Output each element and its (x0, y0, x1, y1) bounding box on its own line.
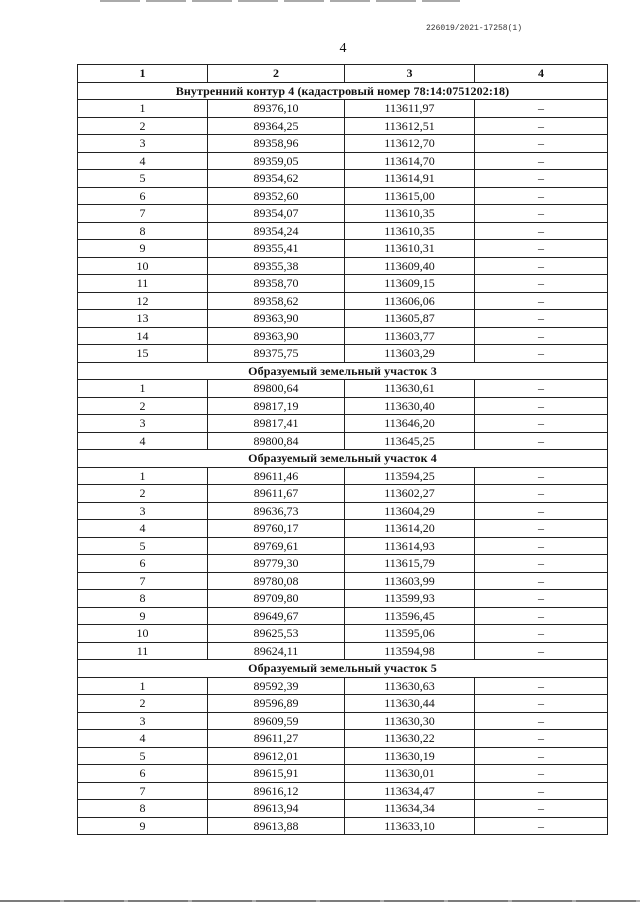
point-number-cell: 2 (78, 695, 208, 713)
x-coordinate-cell: 89363,90 (208, 327, 345, 345)
note-cell: – (475, 800, 608, 818)
y-coordinate-cell: 113615,00 (345, 187, 475, 205)
note-cell: – (475, 415, 608, 433)
point-number-cell: 9 (78, 817, 208, 835)
table-row (78, 100, 608, 118)
x-coordinate-cell: 89817,19 (208, 397, 345, 415)
x-coordinate-cell: 89354,62 (208, 170, 345, 188)
point-number-cell: 9 (78, 607, 208, 625)
table-row (78, 380, 608, 398)
note-cell: – (475, 572, 608, 590)
section-title: Внутренний контур 4 (кадастровый номер 78:14:0751202:18) (78, 82, 608, 100)
table-row (78, 257, 608, 275)
table-row (78, 467, 608, 485)
table-row (78, 695, 608, 713)
coordinates-table (77, 64, 608, 835)
note-cell: – (475, 380, 608, 398)
note-cell: – (475, 747, 608, 765)
y-coordinate-cell: 113630,44 (345, 695, 475, 713)
note-cell: – (475, 485, 608, 503)
table-row (78, 817, 608, 835)
section-title: Образуемый земельный участок 5 (78, 660, 608, 678)
point-number-cell: 14 (78, 327, 208, 345)
point-number-cell: 15 (78, 345, 208, 363)
table-row (78, 117, 608, 135)
point-number-cell: 3 (78, 502, 208, 520)
x-coordinate-cell: 89779,30 (208, 555, 345, 573)
note-cell: – (475, 152, 608, 170)
y-coordinate-cell: 113609,40 (345, 257, 475, 275)
y-coordinate-cell: 113594,98 (345, 642, 475, 660)
note-cell: – (475, 642, 608, 660)
y-coordinate-cell: 113614,93 (345, 537, 475, 555)
x-coordinate-cell: 89358,96 (208, 135, 345, 153)
point-number-cell: 8 (78, 222, 208, 240)
x-coordinate-cell: 89354,24 (208, 222, 345, 240)
x-coordinate-cell: 89613,88 (208, 817, 345, 835)
x-coordinate-cell: 89649,67 (208, 607, 345, 625)
point-number-cell: 2 (78, 117, 208, 135)
note-cell: – (475, 292, 608, 310)
point-number-cell: 1 (78, 380, 208, 398)
note-cell: – (475, 170, 608, 188)
point-number-cell: 11 (78, 642, 208, 660)
x-coordinate-cell: 89709,80 (208, 590, 345, 608)
note-cell: – (475, 730, 608, 748)
point-number-cell: 6 (78, 187, 208, 205)
y-coordinate-cell: 113634,47 (345, 782, 475, 800)
note-cell: – (475, 590, 608, 608)
point-number-cell: 2 (78, 397, 208, 415)
table-row (78, 677, 608, 695)
point-number-cell: 1 (78, 677, 208, 695)
section-header-row (78, 450, 608, 468)
table-row (78, 485, 608, 503)
x-coordinate-cell: 89769,61 (208, 537, 345, 555)
section-header-row (78, 660, 608, 678)
y-coordinate-cell: 113634,34 (345, 800, 475, 818)
note-cell: – (475, 537, 608, 555)
x-coordinate-cell: 89817,41 (208, 415, 345, 433)
point-number-cell: 4 (78, 432, 208, 450)
point-number-cell: 1 (78, 100, 208, 118)
table-row (78, 275, 608, 293)
y-coordinate-cell: 113604,29 (345, 502, 475, 520)
note-cell: – (475, 240, 608, 258)
table-header-row (78, 65, 608, 83)
x-coordinate-cell: 89611,67 (208, 485, 345, 503)
y-coordinate-cell: 113630,01 (345, 765, 475, 783)
table-row (78, 765, 608, 783)
table-row (78, 205, 608, 223)
point-number-cell: 6 (78, 765, 208, 783)
x-coordinate-cell: 89611,46 (208, 467, 345, 485)
table-row (78, 747, 608, 765)
y-coordinate-cell: 113611,97 (345, 100, 475, 118)
table-row (78, 520, 608, 538)
table-row (78, 292, 608, 310)
note-cell: – (475, 555, 608, 573)
note-cell: – (475, 187, 608, 205)
note-cell: – (475, 765, 608, 783)
note-cell: – (475, 397, 608, 415)
note-cell: – (475, 205, 608, 223)
y-coordinate-cell: 113610,35 (345, 205, 475, 223)
y-coordinate-cell: 113630,61 (345, 380, 475, 398)
x-coordinate-cell: 89355,38 (208, 257, 345, 275)
point-number-cell: 5 (78, 537, 208, 555)
table-row (78, 187, 608, 205)
y-coordinate-cell: 113633,10 (345, 817, 475, 835)
table-row (78, 712, 608, 730)
y-coordinate-cell: 113612,70 (345, 135, 475, 153)
note-cell: – (475, 257, 608, 275)
table-row (78, 310, 608, 328)
x-coordinate-cell: 89359,05 (208, 152, 345, 170)
y-coordinate-cell: 113599,93 (345, 590, 475, 608)
x-coordinate-cell: 89615,91 (208, 765, 345, 783)
x-coordinate-cell: 89352,60 (208, 187, 345, 205)
point-number-cell: 11 (78, 275, 208, 293)
x-coordinate-cell: 89363,90 (208, 310, 345, 328)
document-number: 226019/2021-17258(1) (425, 24, 522, 33)
y-coordinate-cell: 113594,25 (345, 467, 475, 485)
y-coordinate-cell: 113614,91 (345, 170, 475, 188)
note-cell: – (475, 625, 608, 643)
x-coordinate-cell: 89800,84 (208, 432, 345, 450)
x-coordinate-cell: 89354,07 (208, 205, 345, 223)
table-row (78, 537, 608, 555)
x-coordinate-cell: 89364,25 (208, 117, 345, 135)
x-coordinate-cell: 89596,89 (208, 695, 345, 713)
point-number-cell: 10 (78, 257, 208, 275)
table-row (78, 572, 608, 590)
table-row (78, 240, 608, 258)
note-cell: – (475, 817, 608, 835)
x-coordinate-cell: 89376,10 (208, 100, 345, 118)
y-coordinate-cell: 113609,15 (345, 275, 475, 293)
section-title: Образуемый земельный участок 3 (78, 362, 608, 380)
note-cell: – (475, 345, 608, 363)
point-number-cell: 3 (78, 415, 208, 433)
point-number-cell: 4 (78, 520, 208, 538)
x-coordinate-cell: 89636,73 (208, 502, 345, 520)
bottom-scan-rule (0, 900, 640, 902)
point-number-cell: 8 (78, 800, 208, 818)
table-row (78, 415, 608, 433)
x-coordinate-cell: 89375,75 (208, 345, 345, 363)
note-cell: – (475, 695, 608, 713)
point-number-cell: 7 (78, 782, 208, 800)
y-coordinate-cell: 113615,79 (345, 555, 475, 573)
y-coordinate-cell: 113630,22 (345, 730, 475, 748)
table-row (78, 625, 608, 643)
y-coordinate-cell: 113605,87 (345, 310, 475, 328)
table-row (78, 642, 608, 660)
y-coordinate-cell: 113646,20 (345, 415, 475, 433)
top-scan-rule (100, 0, 460, 2)
x-coordinate-cell: 89611,27 (208, 730, 345, 748)
note-cell: – (475, 222, 608, 240)
y-coordinate-cell: 113614,70 (345, 152, 475, 170)
y-coordinate-cell: 113610,31 (345, 240, 475, 258)
point-number-cell: 4 (78, 152, 208, 170)
x-coordinate-cell: 89625,53 (208, 625, 345, 643)
table-row (78, 590, 608, 608)
y-coordinate-cell: 113603,77 (345, 327, 475, 345)
page-number: 4 (339, 41, 347, 56)
point-number-cell: 7 (78, 572, 208, 590)
y-coordinate-cell: 113603,29 (345, 345, 475, 363)
note-cell: – (475, 432, 608, 450)
note-cell: – (475, 677, 608, 695)
note-cell: – (475, 310, 608, 328)
column-header: 2 (208, 65, 345, 83)
section-title: Образуемый земельный участок 4 (78, 450, 608, 468)
point-number-cell: 5 (78, 170, 208, 188)
note-cell: – (475, 782, 608, 800)
table-row (78, 152, 608, 170)
y-coordinate-cell: 113606,06 (345, 292, 475, 310)
note-cell: – (475, 100, 608, 118)
point-number-cell: 4 (78, 730, 208, 748)
table-row (78, 397, 608, 415)
x-coordinate-cell: 89592,39 (208, 677, 345, 695)
column-header: 3 (345, 65, 475, 83)
x-coordinate-cell: 89358,70 (208, 275, 345, 293)
table-row (78, 782, 608, 800)
x-coordinate-cell: 89624,11 (208, 642, 345, 660)
x-coordinate-cell: 89355,41 (208, 240, 345, 258)
x-coordinate-cell: 89609,59 (208, 712, 345, 730)
table-row (78, 170, 608, 188)
note-cell: – (475, 117, 608, 135)
section-header-row (78, 82, 608, 100)
table-body (78, 82, 608, 835)
table-row (78, 555, 608, 573)
y-coordinate-cell: 113630,19 (345, 747, 475, 765)
point-number-cell: 2 (78, 485, 208, 503)
point-number-cell: 9 (78, 240, 208, 258)
column-header: 4 (475, 65, 608, 83)
point-number-cell: 1 (78, 467, 208, 485)
table-row (78, 222, 608, 240)
x-coordinate-cell: 89613,94 (208, 800, 345, 818)
note-cell: – (475, 502, 608, 520)
point-number-cell: 8 (78, 590, 208, 608)
y-coordinate-cell: 113630,30 (345, 712, 475, 730)
point-number-cell: 7 (78, 205, 208, 223)
table-row (78, 327, 608, 345)
point-number-cell: 6 (78, 555, 208, 573)
note-cell: – (475, 135, 608, 153)
point-number-cell: 12 (78, 292, 208, 310)
y-coordinate-cell: 113596,45 (345, 607, 475, 625)
y-coordinate-cell: 113614,20 (345, 520, 475, 538)
column-header: 1 (78, 65, 208, 83)
table-row (78, 730, 608, 748)
point-number-cell: 5 (78, 747, 208, 765)
y-coordinate-cell: 113603,99 (345, 572, 475, 590)
table-row (78, 135, 608, 153)
y-coordinate-cell: 113630,63 (345, 677, 475, 695)
table-row (78, 502, 608, 520)
note-cell: – (475, 327, 608, 345)
y-coordinate-cell: 113610,35 (345, 222, 475, 240)
point-number-cell: 10 (78, 625, 208, 643)
table-row (78, 345, 608, 363)
y-coordinate-cell: 113595,06 (345, 625, 475, 643)
note-cell: – (475, 520, 608, 538)
table-row (78, 607, 608, 625)
section-header-row (78, 362, 608, 380)
y-coordinate-cell: 113602,27 (345, 485, 475, 503)
x-coordinate-cell: 89760,17 (208, 520, 345, 538)
note-cell: – (475, 607, 608, 625)
table-row (78, 800, 608, 818)
point-number-cell: 13 (78, 310, 208, 328)
y-coordinate-cell: 113612,51 (345, 117, 475, 135)
point-number-cell: 3 (78, 712, 208, 730)
note-cell: – (475, 467, 608, 485)
y-coordinate-cell: 113645,25 (345, 432, 475, 450)
x-coordinate-cell: 89616,12 (208, 782, 345, 800)
y-coordinate-cell: 113630,40 (345, 397, 475, 415)
x-coordinate-cell: 89612,01 (208, 747, 345, 765)
x-coordinate-cell: 89780,08 (208, 572, 345, 590)
x-coordinate-cell: 89800,64 (208, 380, 345, 398)
table-row (78, 432, 608, 450)
note-cell: – (475, 275, 608, 293)
x-coordinate-cell: 89358,62 (208, 292, 345, 310)
point-number-cell: 3 (78, 135, 208, 153)
note-cell: – (475, 712, 608, 730)
